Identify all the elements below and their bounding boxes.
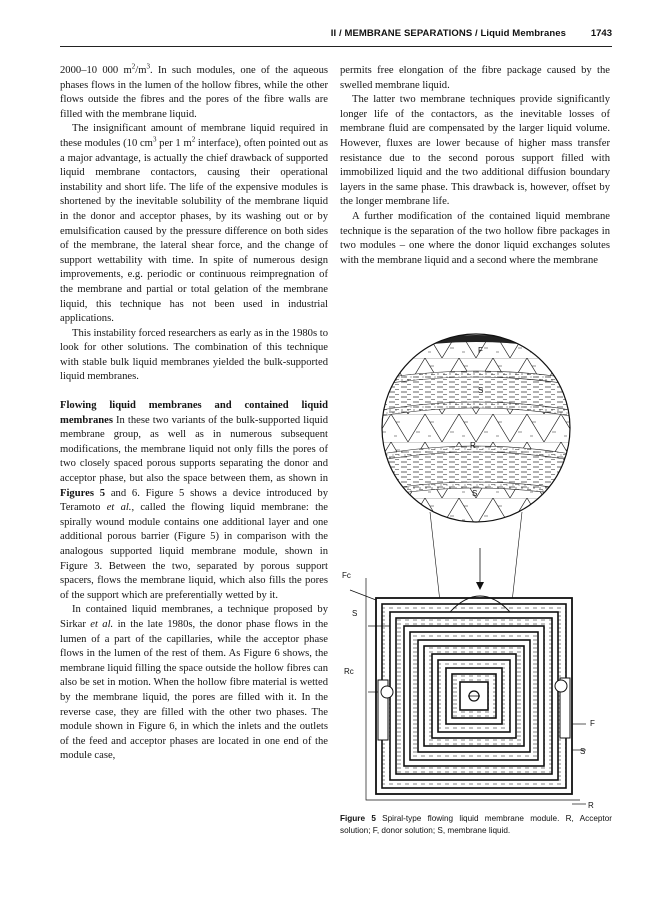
leader-line: [430, 512, 440, 602]
paragraph: [60, 64, 328, 122]
text-span: /m: [135, 65, 147, 76]
caption-text: Spiral-type flowing liquid membrane module. R, Acceptor solution; F, donor solution; S, membrane liquid.: [340, 814, 612, 835]
page-number: 1743: [590, 28, 612, 39]
right-column: [340, 64, 610, 268]
figure-5-diagram: [340, 330, 612, 810]
magnified-section: [360, 330, 592, 530]
leader-line: [350, 590, 376, 600]
left-column: [60, 64, 328, 764]
label-s-right: S: [580, 747, 586, 756]
paragraph: This instability forced researchers as early as in the 1980s to look for other solutions. The combination of this technique with stable bulk liquid membranes yielded the bulk-supported liquid membranes.: [60, 327, 328, 383]
text-span: et al.: [106, 502, 132, 514]
running-head: II / MEMBRANE SEPARATIONS / Liquid Membranes: [330, 28, 566, 39]
label-f-top: F: [478, 346, 483, 355]
superscript: 3: [146, 62, 150, 71]
text-span: The insignificant amount of membrane liquid required in these modules (10 cm: [60, 123, 328, 149]
text-span: in the late 1980s, the donor phase flows in the lumen of a part of the capillaries, while the acceptor phase flows in the lumen of the rest of them. As Figure 6 shows, the membrane liquid filling the space outside the hollow fibres can also be set in motion. When the hollow fibre material is wetted by the membrane liquid, the pores are filled with it. In the reverse case, they are filled with the other two phases. The module shown in Figure 6, in which the inlets and the outlets of the feed and acceptor phases are located in one end of the module case,: [60, 618, 328, 762]
label-f-right: F: [590, 719, 595, 728]
section-heading: Flowing liquid membranes and contained liquid membranes: [60, 400, 328, 426]
spiral-module: [376, 596, 572, 794]
caption-label: Figure 5: [340, 814, 376, 823]
text-span: In contained liquid membranes, a technique proposed by Sirkar: [60, 604, 328, 630]
text-span: per 1 m: [156, 137, 192, 149]
superscript: 2: [191, 135, 196, 144]
text-span: interface), often pointed out as a major advantage, is actually the chief drawback of supported liquid membrane contactors, causing their operational instability and short life. The life of the expensive modules is shortened by the inevitable solubility of the membrane liquid in the donor and acceptor phases, by its washing out or by emulsification caused by the pressure difference on both sides of the membrane, the lateral shear force, and the change of support wettability with time. In spite of numerous design improvements, e.g. periodic or continuous reimpregnation of the membrane and partial or total gelation of the membrane liquid, this technique has not been used in industrial applications.: [60, 137, 328, 325]
label-s-left: S: [352, 609, 358, 618]
figure-caption: [340, 813, 612, 836]
label-fc: Fc: [342, 571, 351, 580]
leader-line: [512, 512, 522, 602]
text-span: and 6. Figure 5 shows a device introduced by Teramoto: [60, 487, 329, 514]
header-rule: [60, 46, 612, 47]
paragraph: The latter two membrane techniques provide significantly longer life of the contactors, as the inevitable losses of membrane fluid are compensated by the larger liquid volume. However, fluxes are lower because of higher mass transfer resistance due to the second porous support filled with immobilized liquid and the two additional diffusion boundary layers in the same phase. This drawback is, however, offset by the longer membrane life.: [340, 94, 610, 208]
superscript: 2: [131, 62, 136, 71]
text-span: , called the flowing liquid membrane: the spirally wound module contains one additional layer and one additional porous barrier (Figure 5) in comparison with the analogous supported liquid membrane module, shown in Figure 3. Between the two, separated by porous support spacers, flows the membrane liquid, which also fills the pores of the support which are preferentially wetted by it.: [60, 502, 329, 601]
text-span: . In such modules, one of the aqueous phases flows in the lumen of the hollow fibres, while the other flows outside the fibres and the pores of the fibre walls are filled with the membrane liquid.: [60, 65, 328, 120]
paragraph: [60, 122, 328, 326]
paragraph: permits free elongation of the fibre package caused by the swelled membrane liquid.: [340, 65, 610, 91]
paragraph: [60, 399, 328, 603]
text-span: In these two variants of the bulk-supported liquid membrane group, as well as in numerous subsequent modifications, the membrane liquid not only fills the pores of two closely spaced porous supports separating the donor and acceptor phase, but also the space between them, as shown in: [60, 414, 328, 485]
paragraph: A further modification of the contained liquid membrane technique is the separation of the two hollow fibre packages in two modules – one where the donor liquid exchanges solutes with the membrane liquid and a second where the membrane: [340, 210, 610, 266]
text-span: 2000–10 000 m: [60, 65, 132, 76]
paragraph: [60, 603, 328, 764]
label-s-lower: S: [472, 489, 478, 498]
figure-reference: Figures 5: [60, 487, 106, 499]
label-rc: Rc: [344, 667, 354, 676]
inlet-arrowhead: [476, 582, 484, 590]
text-span: et al.: [90, 618, 114, 630]
label-s-upper: S: [478, 386, 484, 395]
page-header: [60, 26, 612, 44]
label-r-bottom: R: [588, 801, 594, 810]
label-r-mid: R: [470, 441, 476, 450]
superscript: 3: [152, 135, 157, 144]
